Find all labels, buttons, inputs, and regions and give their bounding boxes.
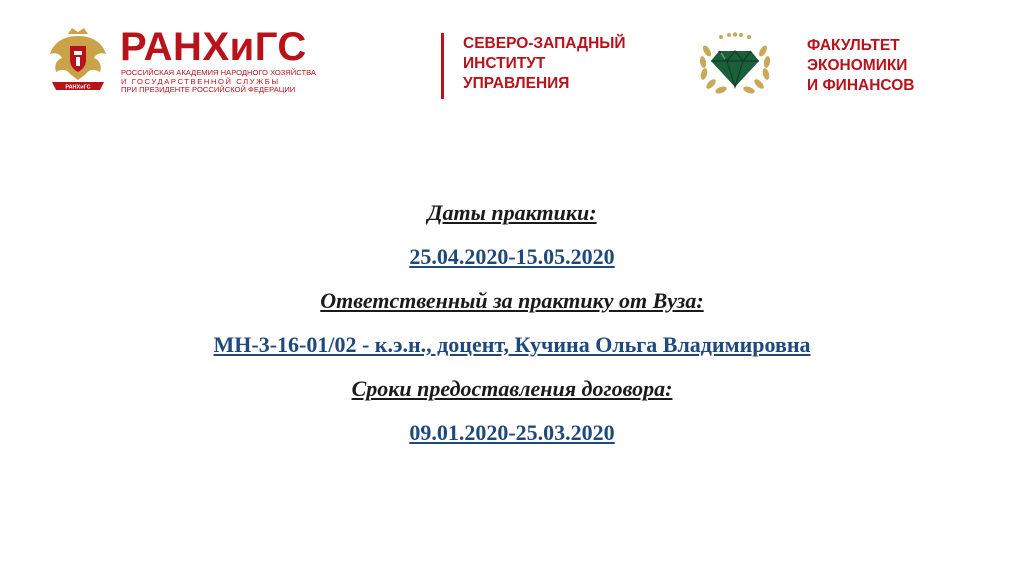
faculty-gem-logo-icon bbox=[695, 31, 775, 99]
ranepa-subtitle-line: ПРИ ПРЕЗИДЕНТЕ РОССИЙСКОЙ ФЕДЕРАЦИИ bbox=[121, 85, 296, 95]
institute-name-line: СЕВЕРО-ЗАПАДНЫЙ bbox=[463, 35, 626, 52]
faculty-name-line: ЭКОНОМИКИ bbox=[807, 57, 908, 74]
ranepa-title: РАНХиГС bbox=[120, 25, 307, 69]
emblem-ribbon-text: РАНХиГС bbox=[65, 84, 91, 91]
ranepa-subtitle-line: РОССИЙСКАЯ АКАДЕМИЯ НАРОДНОГО ХОЗЯЙСТВА bbox=[121, 68, 316, 77]
institute-name-line: ИНСТИТУТ bbox=[463, 55, 546, 72]
contract-deadline-label: Сроки предоставления договора: bbox=[351, 376, 673, 401]
practice-info bbox=[0, 198, 1024, 462]
institute-name bbox=[463, 34, 663, 94]
contract-deadline-value: 09.01.2020-25.03.2020 bbox=[409, 420, 615, 445]
slide-header bbox=[0, 0, 1024, 120]
header-divider bbox=[441, 33, 444, 99]
practice-dates-value: 25.04.2020-15.05.2020 bbox=[409, 244, 615, 269]
responsible-value: МН-3-16-01/02 - к.э.н., доцент, Кучина Ольга Владимировна bbox=[213, 332, 811, 357]
faculty-name-line: И ФИНАНСОВ bbox=[807, 77, 915, 94]
ranepa-subtitle-line: И ГОСУДАРСТВЕННОЙ СЛУЖБЫ bbox=[121, 76, 280, 86]
ranepa-emblem-icon bbox=[46, 24, 110, 98]
ranepa-subtitle bbox=[121, 68, 316, 95]
responsible-label: Ответственный за практику от Вуза: bbox=[320, 288, 704, 313]
practice-dates-label: Даты практики: bbox=[427, 200, 597, 225]
faculty-name-line: ФАКУЛЬТЕТ bbox=[807, 37, 900, 54]
institute-name-line: УПРАВЛЕНИЯ bbox=[463, 75, 570, 92]
faculty-name bbox=[807, 36, 1007, 96]
